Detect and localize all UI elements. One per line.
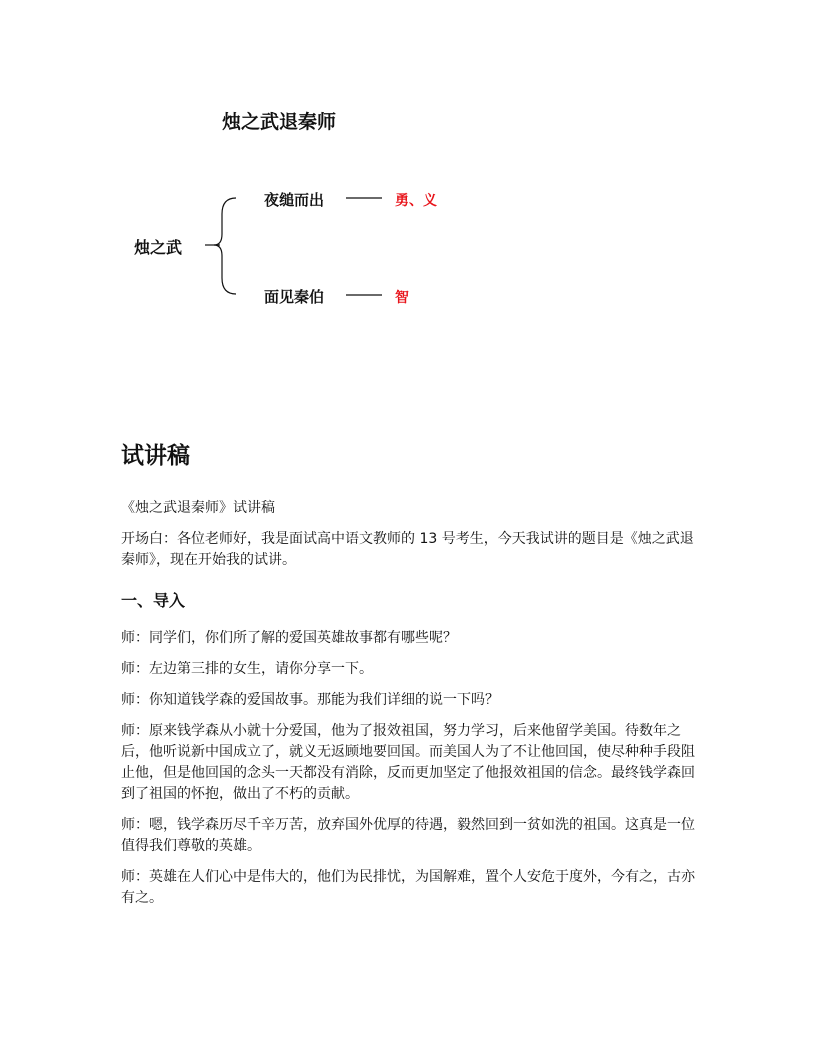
document-heading: 试讲稿 — [121, 443, 190, 469]
dialogue-paragraph: 师：左边第三排的女生，请你分享一下。 — [121, 661, 373, 677]
branch-2-label: 面见秦伯 — [264, 288, 325, 306]
opening-paragraph: 开场白：各位老师好，我是面试高中语文教师的 13 号考生，今天我试讲的题目是《烛之武退秦师》，现在开始我的试讲。 — [121, 531, 694, 568]
document-subtitle: 《烛之武退秦师》试讲稿 — [121, 500, 275, 516]
branch-2-trait: 智 — [395, 290, 409, 306]
document-body — [121, 438, 701, 919]
dialogue-paragraph: 师：你知道钱学森的爱国故事。那能为我们详细的说一下吗？ — [121, 692, 499, 708]
dialogue-paragraph: 师：原来钱学森从小就十分爱国，他为了报效祖国，努力学习，后来他留学美国。待数年之后，他听说新中国成立了，就义无返顾地要回国。而美国人为了不让他回国，使尽种种手段阻止他，但是他回国的念头一天都没有消除，反而更加坚定了他报效祖国的信念。最终钱学森回到了祖国的怀抱，做出了不朽的贡献。 — [121, 723, 695, 802]
dialogue-paragraph: 师：英雄在人们心中是伟大的，他们为民排忧，为国解难，置个人安危于度外，今有之，古亦有之。 — [121, 869, 695, 906]
dialogue-paragraph: 师：同学们，你们所了解的爱国英雄故事都有哪些呢？ — [121, 630, 457, 646]
section-title: 一、导入 — [121, 591, 186, 610]
bracket — [214, 198, 236, 294]
main-node: 烛之武 — [134, 238, 183, 257]
branch-1-trait: 勇、义 — [395, 193, 437, 209]
board-title: 烛之武退秦师 — [222, 111, 337, 133]
branch-1-label: 夜缒而出 — [264, 191, 325, 209]
dialogue-paragraph: 师：嗯，钱学森历尽千辛万苦，放弃国外优厚的待遇，毅然回到一贫如洗的祖国。这真是一位值得我们尊敬的英雄。 — [121, 817, 695, 854]
